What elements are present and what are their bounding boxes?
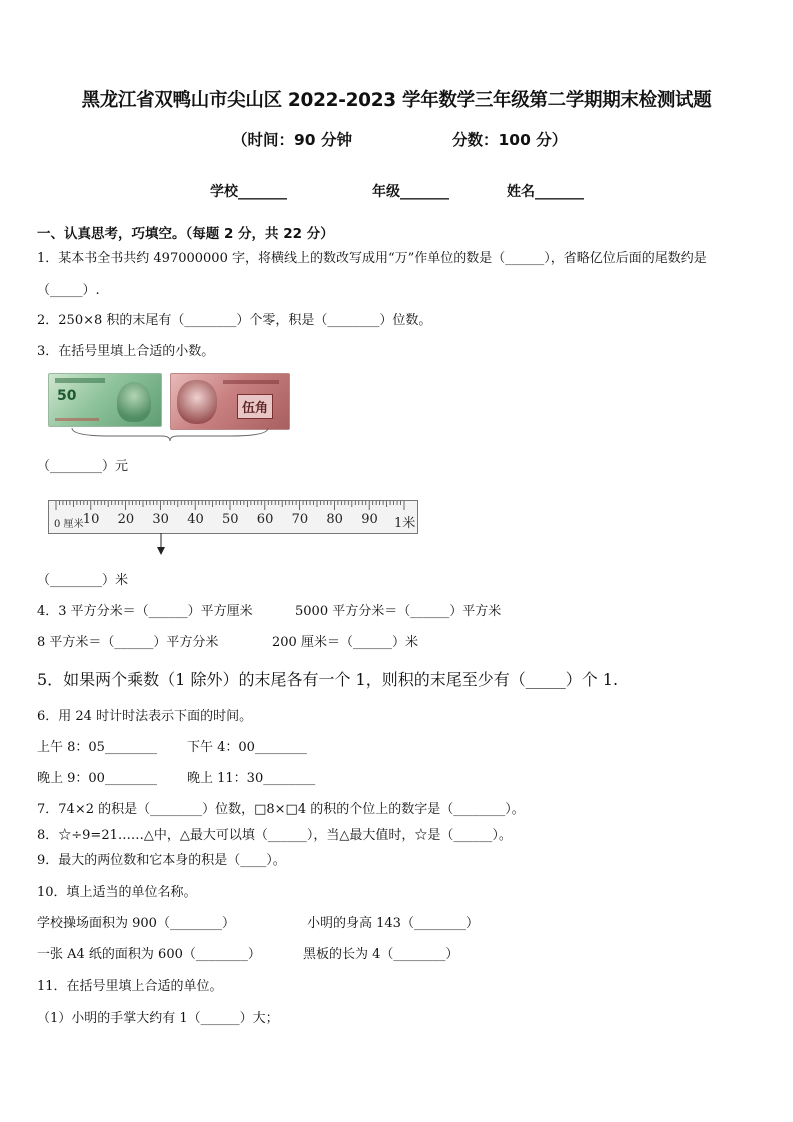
- question-10-a: 学校操场面积为 900（________）: [37, 916, 235, 931]
- question-3-ruler-answer: （________）米: [37, 573, 129, 588]
- ruler-label: 20: [117, 512, 135, 527]
- ruler-label: 40: [187, 512, 204, 527]
- question-6-a: 上午 8：05________: [37, 740, 157, 755]
- question-3-money-answer: （________）元: [37, 459, 129, 474]
- question-6: 6．用 24 时计时法表示下面的时间。: [37, 709, 253, 724]
- question-6-c: 晚上 9：00________: [37, 771, 157, 786]
- question-10-c: 一张 A4 纸的面积为 600（________）: [37, 947, 261, 962]
- question-9: 9．最大的两位数和它本身的积是（____）。: [37, 853, 286, 868]
- banknote-value: 50: [57, 388, 77, 404]
- question-1-line-1: 1．某本书全书共约 497000000 字，将横线上的数改写成用“万”作单位的数是（______），省略亿位后面的尾数约是: [37, 251, 707, 266]
- ruler-label: 0 厘米: [54, 519, 84, 530]
- question-11: 11．在括号里填上合适的单位。: [37, 979, 223, 994]
- question-10-d: 黑板的长为 4（________）: [303, 947, 459, 962]
- ruler-label: 60: [256, 512, 274, 527]
- banknote-label: 伍角: [237, 394, 273, 419]
- ruler-label: 1米: [394, 516, 416, 531]
- section-heading: 一、认真思考，巧填空。（每题 2 分，共 22 分）: [37, 226, 334, 242]
- question-4-d: 200 厘米＝（______）米: [272, 635, 418, 650]
- question-2: 2．250×8 积的末尾有（________）个零，积是（________）位数。: [37, 313, 432, 328]
- ruler-label: 30: [152, 512, 169, 527]
- question-1-line-2: （_____）.: [37, 283, 100, 298]
- ruler-label: 10: [82, 512, 100, 527]
- question-4-b: 5000 平方分米＝（______）平方米: [295, 604, 502, 619]
- page-title: 黑龙江省双鸭山市尖山区 2022-2023 学年数学三年级第二学期期末检测试题: [81, 90, 712, 111]
- five-jiao-banknote: [170, 373, 290, 430]
- school-field: 学校_______: [210, 184, 287, 200]
- down-arrow-icon: [155, 533, 167, 557]
- ruler-label: 80: [326, 512, 343, 527]
- question-4-c: 8 平方米＝（______）平方分米: [37, 635, 219, 650]
- question-4-a: 4．3 平方分米＝（______）平方厘米: [37, 604, 253, 619]
- fifty-yuan-banknote: [48, 373, 162, 427]
- question-8: 8．☆÷9=21……△中，△最大可以填（______），当△最大值时，☆是（______）。: [37, 828, 512, 843]
- grade-field: 年级_______: [372, 184, 449, 200]
- name-field: 姓名_______: [507, 184, 584, 200]
- question-6-b: 下午 4：00________: [187, 740, 307, 755]
- question-5: 5．如果两个乘数（1 除外）的末尾各有一个 1，则积的末尾至少有（_____）个 1.: [37, 670, 619, 689]
- exam-time: （时间：90 分钟: [232, 131, 352, 149]
- exam-score: 分数：100 分）: [452, 131, 568, 149]
- ruler-label: 50: [222, 512, 239, 527]
- question-10-b: 小明的身高 143（________）: [307, 916, 479, 931]
- question-11-part-1: （1）小明的手掌大约有 1（______）大；: [37, 1011, 279, 1026]
- question-7: 7．74×2 的积是（________）位数，□8×□4 的积的个位上的数字是（________）。: [37, 802, 525, 817]
- curly-brace-icon: [70, 426, 270, 442]
- ruler-label: 90: [361, 512, 378, 527]
- question-10: 10．填上适当的单位名称。: [37, 885, 197, 900]
- question-6-d: 晚上 11：30________: [187, 771, 316, 786]
- ruler-label: 70: [291, 512, 309, 527]
- question-3: 3．在括号里填上合适的小数。: [37, 344, 215, 359]
